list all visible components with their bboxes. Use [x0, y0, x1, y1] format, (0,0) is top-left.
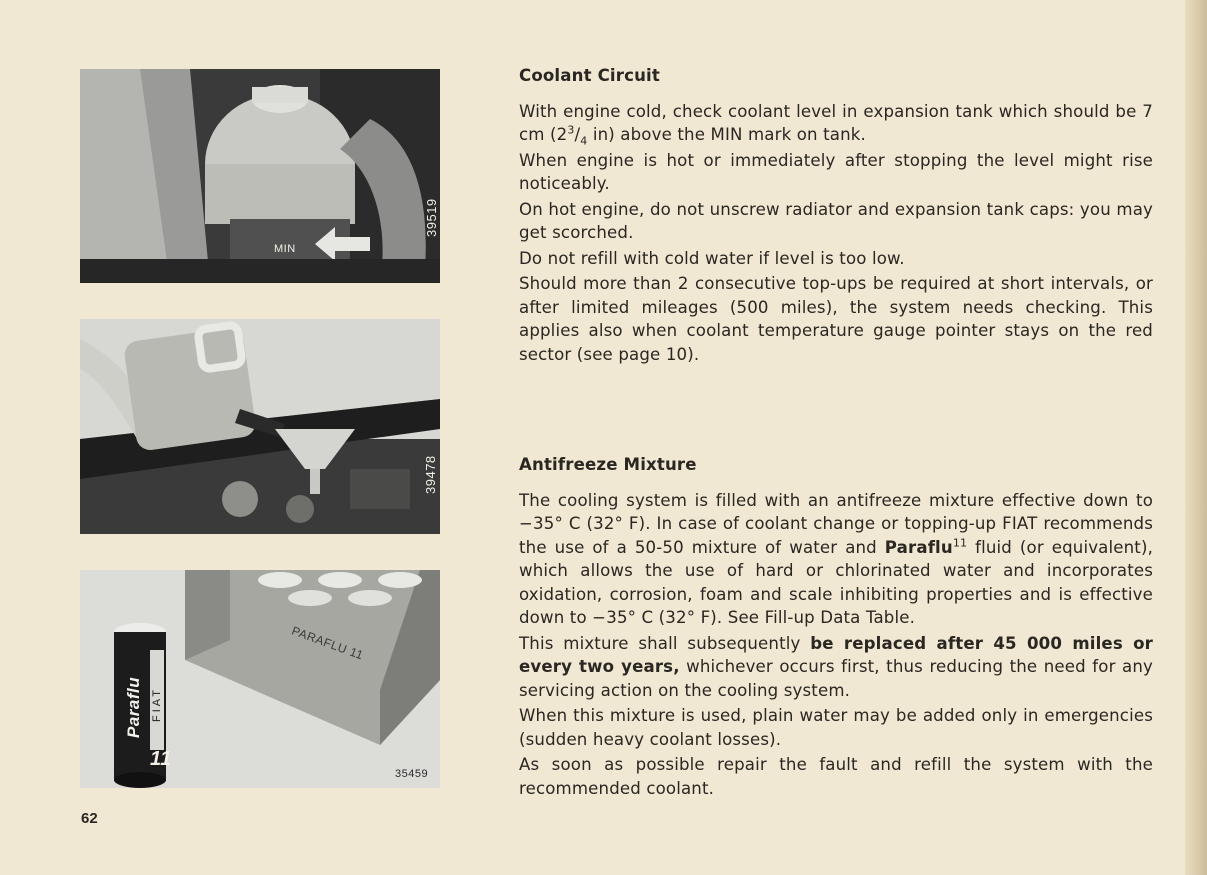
section-heading: Coolant Circuit	[519, 66, 660, 85]
min-mark-label: MIN	[274, 243, 296, 255]
section-heading: Antifreeze Mixture	[519, 455, 697, 474]
paragraph	[519, 632, 1153, 703]
bold-run: be replaced after 45 000 miles or every two years,	[519, 633, 1153, 676]
photo-expansion-tank	[80, 69, 440, 283]
can-maker-label: FIAT	[151, 686, 163, 722]
photo-code: 39519	[424, 198, 439, 237]
can-brand-label: Paraflu	[124, 676, 143, 738]
can-number-label: 11	[150, 748, 172, 770]
subscript: 4	[580, 134, 588, 148]
page-edge	[1185, 0, 1207, 875]
paragraph	[519, 489, 1153, 630]
paragraph: When this mixture is used, plain water may be added only in emergencies (sudden heavy coolant losses).	[519, 706, 1153, 749]
box-label: PARAFLU 11	[289, 623, 366, 663]
text-run: whichever occurs first, thus reducing the need for any servicing action on the cooling system.	[519, 657, 1153, 700]
photo-code: 39478	[423, 455, 438, 494]
section-antifreeze-mixture	[519, 453, 1153, 802]
photo-pouring-coolant	[80, 319, 440, 534]
superscript: 3	[567, 123, 575, 137]
text-run: The cooling system is filled with an antifreeze mixture effective down to −35° C (32° F). In case of coolant change or topping-up FIAT recommends the use of a 50-50 mixture of water and	[519, 490, 1153, 557]
section-coolant-circuit	[519, 64, 1153, 368]
paragraph: Do not refill with cold water if level is too low.	[519, 248, 905, 268]
paragraph: On hot engine, do not unscrew radiator and expansion tank caps: you may get scorched.	[519, 199, 1153, 242]
paragraph: Should more than 2 consecutive top-ups be required at short intervals, or after limited mileages (500 miles), the system needs checking. This applies also when coolant temperature gauge pointer stays on the red sector (see page 10).	[519, 274, 1153, 364]
photo-code: 35459	[395, 768, 429, 780]
text-run: in) above the MIN mark on tank.	[587, 125, 866, 144]
photo-paraflu-product	[80, 570, 440, 788]
text-run: fluid (or equivalent), which allows the use of hard or chlorinated water and incorporates oxidation, corrosion, foam and scale inhibiting properties and is effective down to −35° C (32° F). See Fill-up Data Table.	[519, 537, 1153, 627]
bold-run: Paraflu	[884, 537, 953, 557]
paragraph: When engine is hot or immediately after stopping the level might rise noticeably.	[519, 150, 1153, 193]
superscript: 11	[952, 535, 968, 549]
fraction-slash: /	[574, 125, 581, 144]
pouring-coolant-illustration	[80, 319, 440, 534]
page-number: 62	[81, 810, 98, 827]
text-run: With engine cold, check coolant level in expansion tank which should be 7 cm (2	[519, 101, 1153, 144]
expansion-tank-illustration	[80, 69, 440, 283]
paragraph	[519, 100, 1153, 147]
paragraph: As soon as possible repair the fault and refill the system with the recommended coolant.	[519, 755, 1153, 798]
text-run: This mixture shall subsequently	[519, 633, 811, 653]
